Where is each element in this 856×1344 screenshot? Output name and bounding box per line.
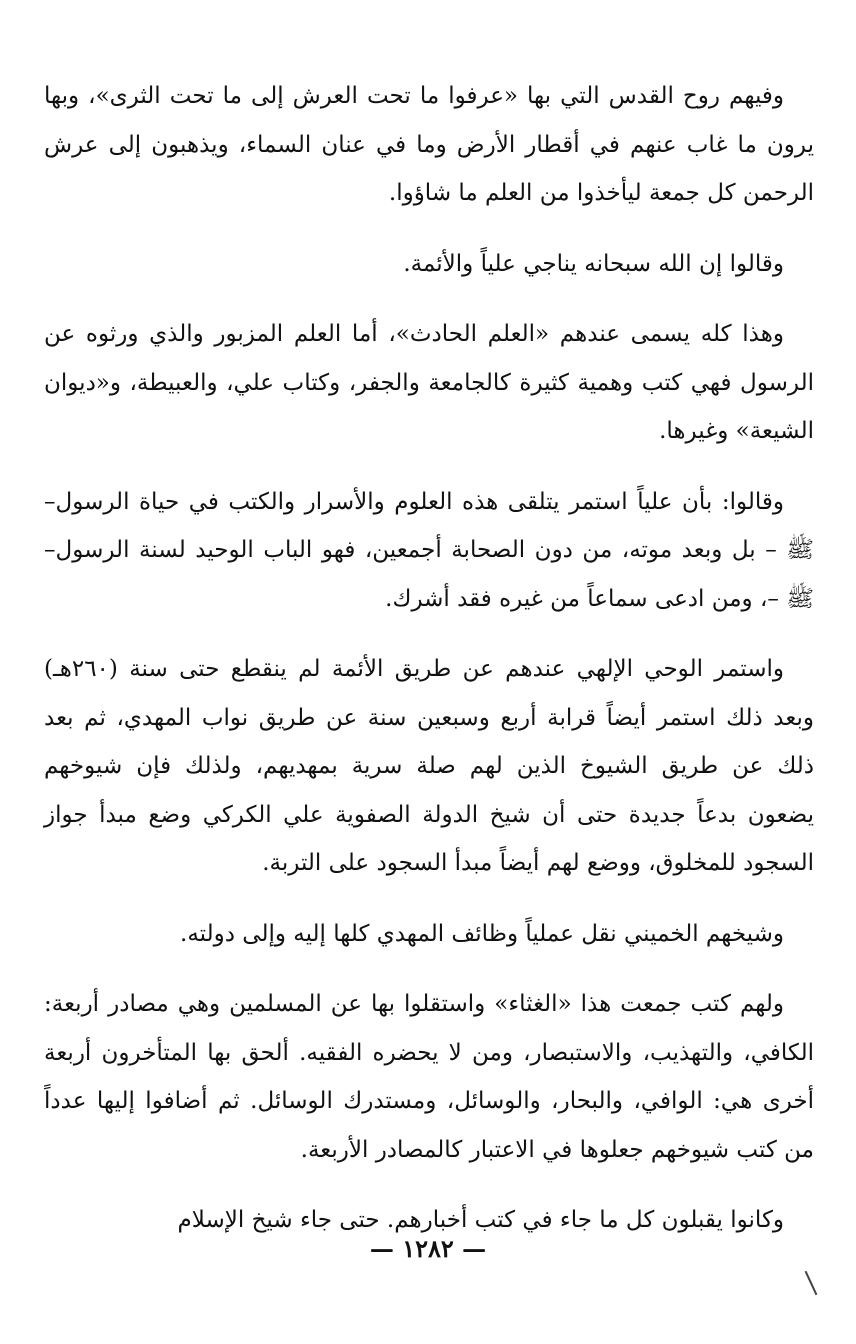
paragraph-6: وشيخهم الخميني نقل عملياً وظائف المهدي كلها إليه وإلى دولته.: [180, 920, 784, 947]
paragraph-4: وقالوا: بأن علياً استمر يتلقى هذه العلوم والأسرار والكتب في حياة الرسول– ﷺ – بل وبعد موته، من دون الصحابة أجمعين، فهو الباب الوحيد لسنة الرسول– ﷺ –، ومن ادعى سماعاً من غيره فقد أشرك.: [44, 488, 814, 612]
paragraph-5: واستمر الوحي الإلهي عندهم عن طريق الأئمة لم ينقطع حتى سنة (٢٦٠هـ) وبعد ذلك استمر أيضاً قرابة أربع وسبعين سنة عن طريق نواب المهدي، ثم بعد ذلك عن طريق الشيوخ الذين لهم صلة سرية بمهديهم، ولذلك فإن شيوخهم يضعون بدعاً جديدة حتى أن شيخ الدولة الصفوية علي الكركي وضع مبدأ جواز السجود للمخلوق، ووضع لهم أيضاً مبدأ السجود على التربة.: [44, 656, 814, 876]
paragraph-8: وكانوا يقبلون كل ما جاء في كتب أخبارهم. حتى جاء شيخ الإسلام: [177, 1207, 784, 1233]
page-body: [44, 72, 814, 1267]
paragraph-1: وفيهم روح القدس التي بها «عرفوا ما تحت العرش إلى ما تحت الثرى»، وبها يرون ما غاب عنهم في أقطار الأرض وما في عنان السماء، ويذهبون إلى عرش الرحمن كل جمعة ليأخذوا من العلم ما شاؤوا.: [44, 83, 814, 206]
margin-scan-mark: [805, 1271, 818, 1295]
paragraph-2: وقالوا إن الله سبحانه يناجي علياً والأئمة.: [403, 250, 784, 277]
paragraph-7: ولهم كتب جمعت هذا «الغثاء» واستقلوا بها عن المسلمين وهي مصادر أربعة: الكافي، والتهذيب، والاستبصار، ومن لا يحضره الفقيه. ألحق بها المتأخرون أربعة أخرى هي: الوافي، والبحار، والوسائل، ومستدرك الوسائل. ثم أضافوا إليها عدداً من كتب شيوخهم جعلوها في الاعتبار كالمصادر الأربعة.: [44, 991, 814, 1163]
paragraph-3: وهذا كله يسمى عندهم «العلم الحادث»، أما العلم المزبور والذي ورثوه عن الرسول فهي كتب وهمية كثيرة كالجامعة والجفر، وكتاب علي، والعبيطة، و«ديوان الشيعة» وغيرها.: [44, 321, 814, 444]
page-number: — ١٢٨٢ —: [369, 1234, 487, 1263]
